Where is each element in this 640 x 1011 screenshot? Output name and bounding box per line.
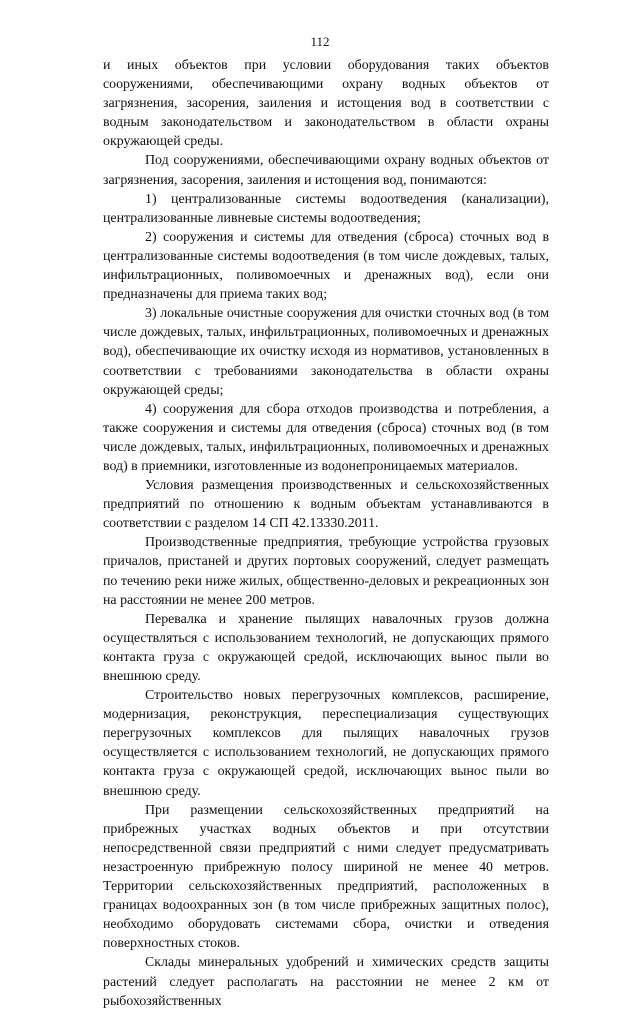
list-item-4: 4) сооружения для сбора отходов производства и потребления, а также сооружения и системы для отведения (сброса) сточных вод (в том числе дождевых, талых, инфильтрационных, поливомоечных и дренажных вод) в приемники, изготовленные из водонепроницаемых материалов. [103,401,549,474]
paragraph-placement-conditions: Условия размещения производственных и сельскохозяйственных предприятий по отношению к водным объектам устанавливаются в соответствии с разделом 14 СП 42.13330.2011. [103,478,549,532]
page-number: 112 [310,34,330,49]
list-item-3: 3) локальные очистные сооружения для очистки сточных вод (в том числе дождевых, талых, инфильтрационных, поливомоечных и дренажных вод), обеспечивающие их очистку исходя из нормативов, установленных в соответствии с требованиями законодательства в области охраны окружающей среды; [103,306,549,398]
paragraph-continuation: и иных объектов при условии оборудования таких объектов сооружениями, обеспечивающими охрану водных объектов от загрязнения, засорения, заиления и истощения вод в соответствии с водным законодательством и законодательством в области охраны окружающей среды. [103,58,549,150]
paragraph-dusty-cargo-handling: Перевалка и хранение пылящих навалочных грузов должна осуществляться с использованием технологий, не допускающих прямого контакта груза с окружающей средой, исключающих вынос пыли во внешнюю среду. [103,611,549,684]
list-item-2: 2) сооружения и системы для отведения (сброса) сточных вод в централизованные системы водоотведения (в том числе дождевых, талых, инфильтрационных, поливомоечных и дренажных вод), если они предназначены для приема таких вод; [103,229,549,303]
list-item-1: 1) централизованные системы водоотведения (канализации), централизованные ливневые системы водоотведения; [103,191,549,226]
paragraph-agricultural-enterprises: При размещении сельскохозяйственных предприятий на прибрежных участках водных объектов и при отсутствии непосредственной связи предприятий с ними следует предусматривать незастроенную прибрежную полосу шириной не менее 40 метров. Территории сельскохозяйственных предприятий, расположенных в границах водоохранных зон (в том числе прибрежных защитных полос), необходимо оборудовать системами сбора, очистки и отведения поверхностных стоков. [103,802,549,952]
paragraph-transshipment-complexes: Строительство новых перегрузочных комплексов, расширение, модернизация, реконструкция, переспециализация существующих перегрузочных комплексов для пылящих навалочных грузов осуществляется с использованием технологий, не допускающих прямого контакта груза с окружающей средой, исключающих вынос пыли во внешнюю среду. [103,688,549,799]
document-body [103,56,549,1011]
paragraph-industrial-enterprises: Производственные предприятия, требующие устройства грузовых причалов, пристаней и других портовых сооружений, следует размещать по течению реки ниже жилых, общественно-деловых и рекреационных зон на расстоянии не менее 200 метров. [103,535,549,608]
paragraph-fertilizer-warehouses: Склады минеральных удобрений и химических средств защиты растений следует располагать на расстоянии не менее 2 км от рыбохозяйственных [103,955,549,1009]
paragraph-structures-definition: Под сооружениями, обеспечивающими охрану водных объектов от загрязнения, засорения, заиления и истощения вод, понимаются: [103,153,549,188]
